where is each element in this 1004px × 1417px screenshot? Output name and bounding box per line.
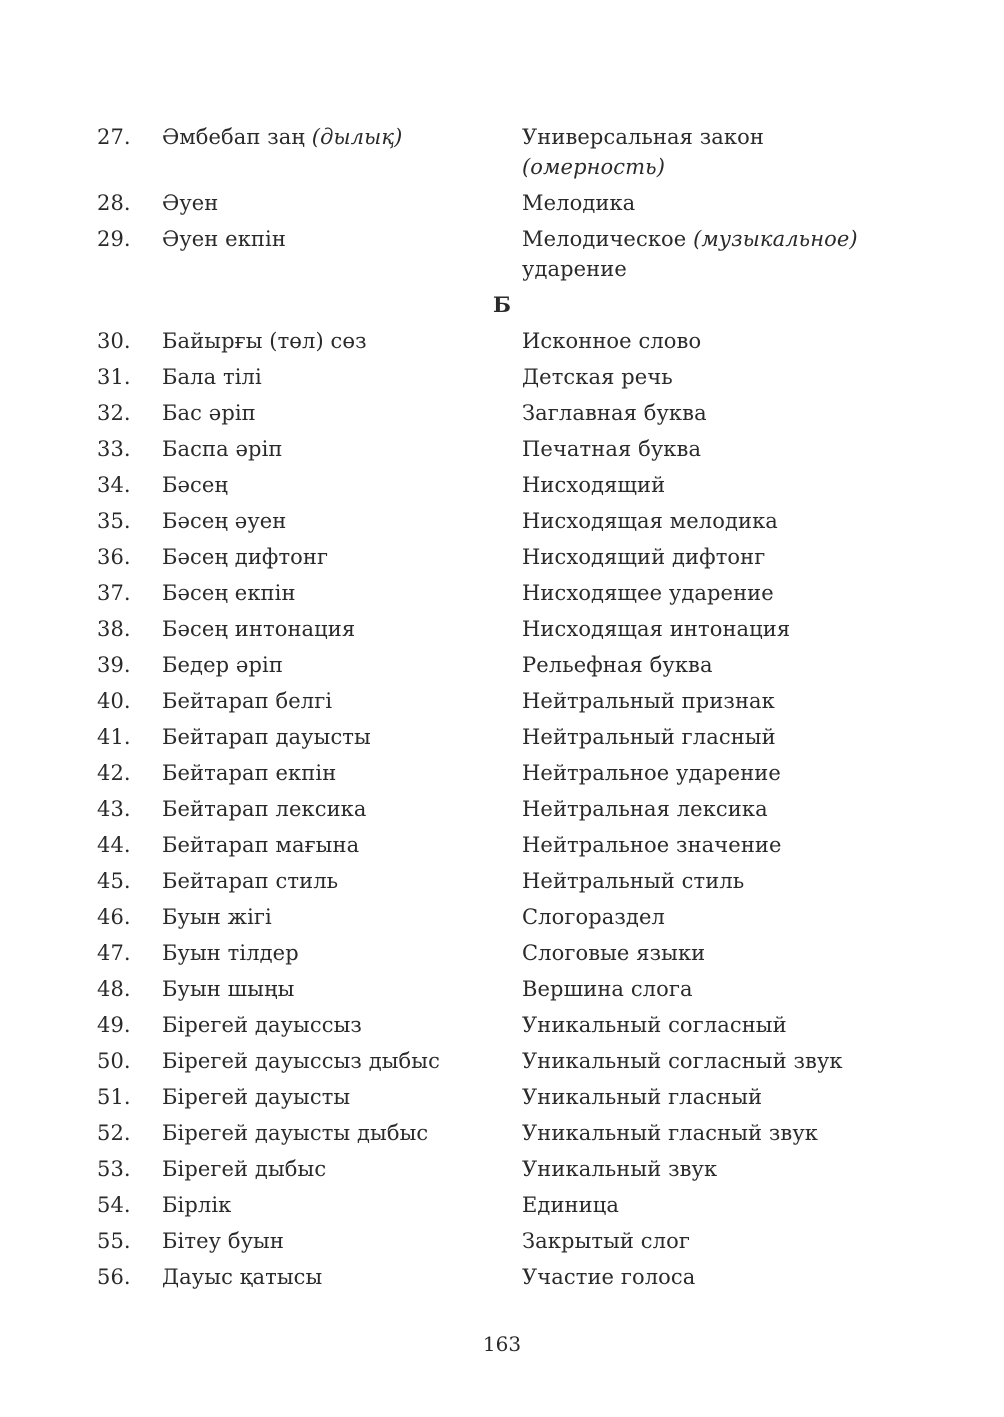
entry-term-kazakh: Бәсең интонация xyxy=(162,617,356,641)
entry-number: 36. xyxy=(97,545,131,569)
entry-number: 35. xyxy=(97,509,131,533)
entry-term-kazakh: Бала тілі xyxy=(162,365,262,389)
entry-term-russian: Нисходящий дифтонг xyxy=(522,545,766,569)
entry-term-kazakh: Буын шыңы xyxy=(162,977,295,1001)
entry-number: 32. xyxy=(97,401,131,425)
entry-number: 45. xyxy=(97,869,131,893)
entry-term-kazakh: Бітеу буын xyxy=(162,1229,284,1253)
entry-number: 33. xyxy=(97,437,131,461)
glossary-entry xyxy=(97,122,917,182)
glossary-entry xyxy=(97,830,917,860)
entry-term-russian: Исконное слово xyxy=(522,329,702,353)
entry-number: 55. xyxy=(97,1229,131,1253)
entry-term-russian: Нисходящая мелодика xyxy=(522,509,778,533)
entry-term-russian: Нисходящая интонация xyxy=(522,617,791,641)
glossary-entry xyxy=(97,938,917,968)
entry-term-russian: Нисходящий xyxy=(522,473,666,497)
entry-term-russian: Мелодика xyxy=(522,191,636,215)
entry-term-kazakh: Бейтарап белгі xyxy=(162,689,333,713)
entry-number: 31. xyxy=(97,365,131,389)
entry-term-russian: Нейтральное значение xyxy=(522,833,782,857)
entry-number: 34. xyxy=(97,473,131,497)
glossary-entry xyxy=(97,686,917,716)
entry-term-kazakh: Бейтарап стиль xyxy=(162,869,339,893)
glossary-entry xyxy=(97,902,917,932)
entry-number: 51. xyxy=(97,1085,131,1109)
entry-term-russian: Нейтральный признак xyxy=(522,689,775,713)
glossary-entry xyxy=(97,974,917,1004)
glossary-entry xyxy=(97,326,917,356)
entry-term-kazakh: Бірегей дыбыс xyxy=(162,1157,327,1181)
entry-term-russian: Печатная буква xyxy=(522,437,702,461)
entry-number: 27. xyxy=(97,125,131,149)
entry-number: 43. xyxy=(97,797,131,821)
term-text: Универсальная закон xyxy=(522,125,764,149)
glossary-entry xyxy=(97,722,917,752)
entry-term-russian: Единица xyxy=(522,1193,619,1217)
entry-number: 42. xyxy=(97,761,131,785)
page-number: 163 xyxy=(482,1332,522,1356)
entry-number: 39. xyxy=(97,653,131,677)
glossary-entries-b xyxy=(97,326,917,1292)
entry-term-kazakh: Бейтарап дауысты xyxy=(162,725,371,749)
entry-term-kazakh: Баспа әріп xyxy=(162,437,283,461)
entry-term-russian xyxy=(522,224,882,284)
glossary-entry xyxy=(97,578,917,608)
entry-term-kazakh: Бірегей дауыссыз xyxy=(162,1013,362,1037)
entry-term-russian xyxy=(522,122,882,182)
entry-term-russian: Нейтральный стиль xyxy=(522,869,745,893)
term-text: Мелодическое xyxy=(522,227,694,251)
glossary-entry xyxy=(97,542,917,572)
entry-number: 38. xyxy=(97,617,131,641)
glossary-entry xyxy=(97,1190,917,1220)
entry-number: 52. xyxy=(97,1121,131,1145)
entry-term-kazakh: Бірегей дауысты дыбыс xyxy=(162,1121,429,1145)
entry-term-russian: Вершина слога xyxy=(522,977,693,1001)
entry-term-russian: Слогораздел xyxy=(522,905,665,929)
glossary-entry xyxy=(97,650,917,680)
entry-number: 41. xyxy=(97,725,131,749)
entry-term-kazakh: Байырғы (төл) сөз xyxy=(162,329,367,353)
entry-number: 37. xyxy=(97,581,131,605)
entry-term-kazakh: Әуен екпін xyxy=(162,227,286,251)
glossary-entry xyxy=(97,506,917,536)
term-italic: (дылық) xyxy=(311,125,403,149)
entry-term-kazakh: Бейтарап мағына xyxy=(162,833,360,857)
glossary-entry xyxy=(97,224,917,284)
entry-term-kazakh: Буын жігі xyxy=(162,905,272,929)
entry-number: 53. xyxy=(97,1157,131,1181)
entry-number: 49. xyxy=(97,1013,131,1037)
entry-term-kazakh: Бәсең әуен xyxy=(162,509,287,533)
entry-number: 46. xyxy=(97,905,131,929)
glossary-entry xyxy=(97,1262,917,1292)
glossary-entry xyxy=(97,1118,917,1148)
entry-term-russian: Детская речь xyxy=(522,365,673,389)
entry-term-russian: Заглавная буква xyxy=(522,401,707,425)
glossary-entry xyxy=(97,866,917,896)
entry-number: 40. xyxy=(97,689,131,713)
entry-term-russian: Уникальный гласный звук xyxy=(522,1121,819,1145)
glossary-entry xyxy=(97,614,917,644)
glossary-entry xyxy=(97,1082,917,1112)
term-text-tail: ударение xyxy=(522,257,627,281)
entry-number: 56. xyxy=(97,1265,131,1289)
entry-number: 48. xyxy=(97,977,131,1001)
glossary-entry xyxy=(97,434,917,464)
glossary-entry xyxy=(97,1046,917,1076)
entry-term-kazakh: Бәсең екпін xyxy=(162,581,296,605)
entry-term-kazakh: Бедер әріп xyxy=(162,653,283,677)
entry-term-kazakh: Әуен xyxy=(162,191,219,215)
entry-term-russian: Уникальный согласный звук xyxy=(522,1049,843,1073)
glossary-entry xyxy=(97,1226,917,1256)
term-italic: (омерность) xyxy=(522,155,665,179)
entry-term-russian: Уникальный согласный xyxy=(522,1013,787,1037)
entry-term-russian: Рельефная буква xyxy=(522,653,713,677)
entry-number: 30. xyxy=(97,329,131,353)
glossary-entry xyxy=(97,398,917,428)
entry-term-kazakh: Бірегей дауысты xyxy=(162,1085,351,1109)
glossary-entry xyxy=(97,470,917,500)
glossary-entry xyxy=(97,1010,917,1040)
entry-term-russian: Нейтральное ударение xyxy=(522,761,781,785)
entry-number: 47. xyxy=(97,941,131,965)
entry-number: 28. xyxy=(97,191,131,215)
entry-term-russian: Нисходящее ударение xyxy=(522,581,774,605)
entry-term-kazakh: Бейтарап екпін xyxy=(162,761,337,785)
entry-term-kazakh: Бас әріп xyxy=(162,401,256,425)
term-italic: (музыкальное) xyxy=(693,227,858,251)
entry-term-russian: Нейтральная лексика xyxy=(522,797,768,821)
entry-term-russian: Нейтральный гласный xyxy=(522,725,776,749)
entry-term-kazakh: Бейтарап лексика xyxy=(162,797,367,821)
entry-term-russian: Закрытый слог xyxy=(522,1229,690,1253)
glossary-entry xyxy=(97,794,917,824)
entry-term-kazakh: Бірлік xyxy=(162,1193,232,1217)
glossary-list xyxy=(97,122,917,1298)
glossary-entry xyxy=(97,362,917,392)
term-text: Әмбебап заң xyxy=(162,125,312,149)
entry-number: 50. xyxy=(97,1049,131,1073)
entry-term-kazakh: Буын тілдер xyxy=(162,941,299,965)
entry-term-russian: Уникальный звук xyxy=(522,1157,718,1181)
entry-term-russian: Уникальный гласный xyxy=(522,1085,763,1109)
glossary-entry xyxy=(97,1154,917,1184)
entry-term-kazakh: Бірегей дауыссыз дыбыс xyxy=(162,1049,440,1073)
entry-term-russian: Слоговые языки xyxy=(522,941,706,965)
entry-number: 54. xyxy=(97,1193,131,1217)
section-letter-heading: Б xyxy=(493,292,511,317)
glossary-entry xyxy=(97,188,917,218)
entry-term-russian: Участие голоса xyxy=(522,1265,696,1289)
entry-term-kazakh: Бәсең xyxy=(162,473,229,497)
entry-number: 29. xyxy=(97,227,131,251)
glossary-entry xyxy=(97,758,917,788)
entry-term-kazakh: Дауыс қатысы xyxy=(162,1265,323,1289)
entry-number: 44. xyxy=(97,833,131,857)
entry-term-kazakh: Бәсең дифтонг xyxy=(162,545,329,569)
entry-term-kazakh xyxy=(162,122,522,182)
